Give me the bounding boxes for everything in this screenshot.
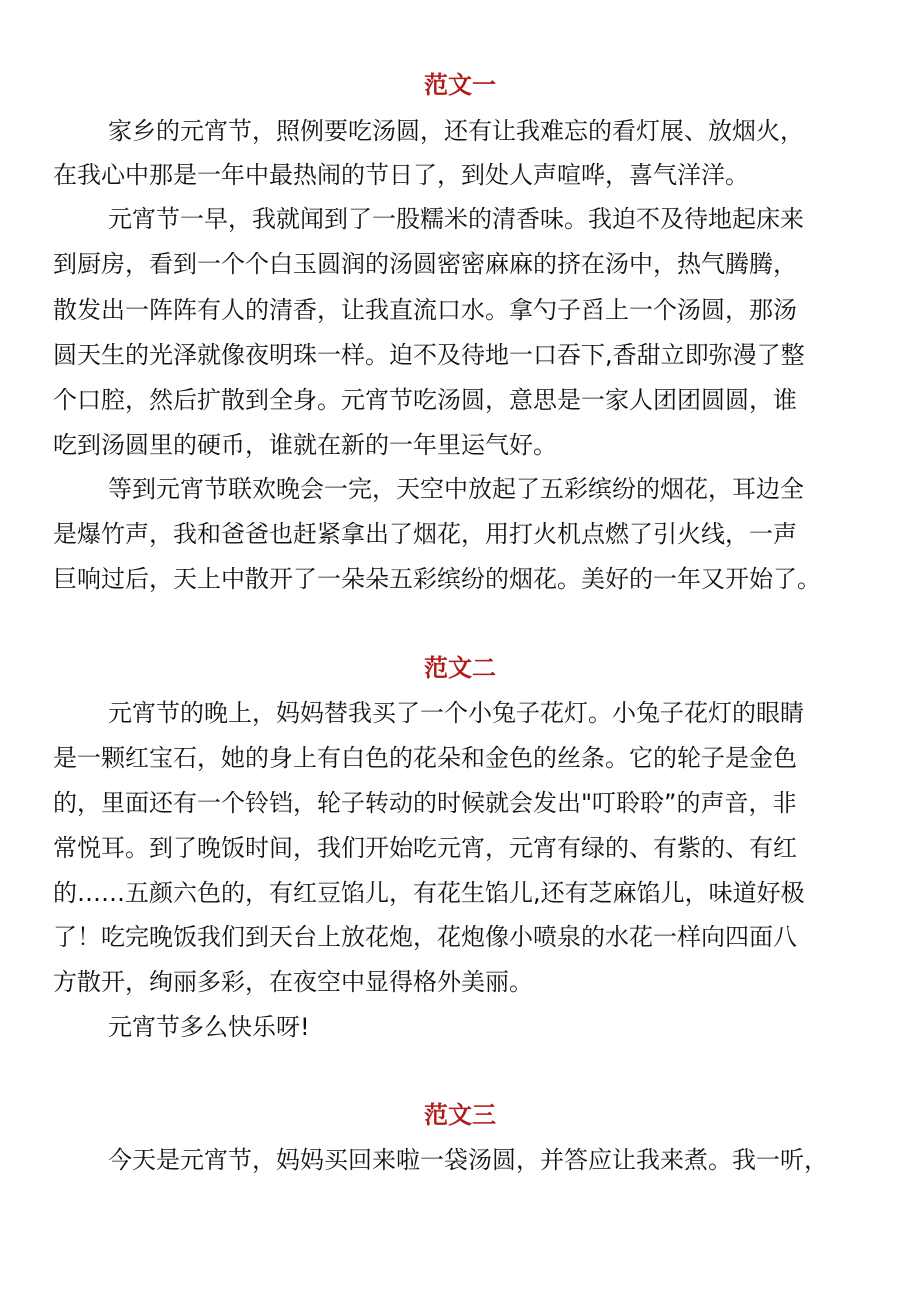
section-title-1: 范文一 <box>424 71 496 99</box>
paragraph-line: 今天是元宵节，妈妈买回来啦一袋汤圆，并答应让我来煮。我一听， <box>108 1146 828 1174</box>
paragraph-line: 元宵节多么快乐呀! <box>108 1013 310 1041</box>
paragraph-line: 在我心中那是一年中最热闹的节日了，到处人声喧哗，喜气洋洋。 <box>53 161 749 189</box>
paragraph-line: 方散开，绚丽多彩，在夜空中显得格外美丽。 <box>53 968 533 996</box>
paragraph-line: 到厨房，看到一个个白玉圆润的汤圆密密麻麻的挤在汤中，热气腾腾， <box>53 250 797 278</box>
paragraph-line: 等到元宵节联欢晚会一完，天空中放起了五彩缤纷的烟花，耳边全 <box>108 475 804 503</box>
paragraph-line: 吃到汤圆里的硬币，谁就在新的一年里运气好。 <box>53 431 557 459</box>
paragraph-line: 散发出一阵阵有人的清香，让我直流口水。拿勺子舀上一个汤圆，那汤 <box>53 296 797 324</box>
section-title-2: 范文二 <box>424 654 496 682</box>
paragraph-line: 的……五颜六色的，有红豆馅儿，有花生馅儿,还有芝麻馅儿，味道好极 <box>53 879 805 907</box>
paragraph-line: 是爆竹声，我和爸爸也赶紧拿出了烟花，用打火机点燃了引火线，一声 <box>53 520 797 548</box>
paragraph-line: 了！吃完晚饭我们到天台上放花炮，花炮像小喷泉的水花一样向四面八 <box>53 923 797 951</box>
paragraph-line: 巨响过后，天上中散开了一朵朵五彩缤纷的烟花。美好的一年又开始了。 <box>53 565 821 593</box>
paragraph-line: 家乡的元宵节，照例要吃汤圆，还有让我难忘的看灯展、放烟火， <box>108 117 804 145</box>
paragraph-line: 圆天生的光泽就像夜明珠一样。迫不及待地一口吞下,香甜立即弥漫了整 <box>53 341 805 369</box>
paragraph-line: 的，里面还有一个铃铛，轮子转动的时候就会发出"叮聆聆”的声音，非 <box>53 789 797 817</box>
paragraph-line: 是一颗红宝石，她的身上有白色的花朵和金色的丝条。它的轮子是金色 <box>53 744 797 772</box>
paragraph-line: 个口腔，然后扩散到全身。元宵节吃汤圆，意思是一家人团团圆圆，谁 <box>53 386 797 414</box>
paragraph-line: 元宵节一早，我就闻到了一股糯米的清香味。我迫不及待地起床来 <box>108 205 804 233</box>
paragraph-line: 常悦耳。到了晚饭时间，我们开始吃元宵，元宵有绿的、有紫的、有红 <box>53 834 797 862</box>
section-title-3: 范文三 <box>424 1101 496 1129</box>
paragraph-line: 元宵节的晚上，妈妈替我买了一个小兔子花灯。小兔子花灯的眼睛 <box>108 699 804 727</box>
